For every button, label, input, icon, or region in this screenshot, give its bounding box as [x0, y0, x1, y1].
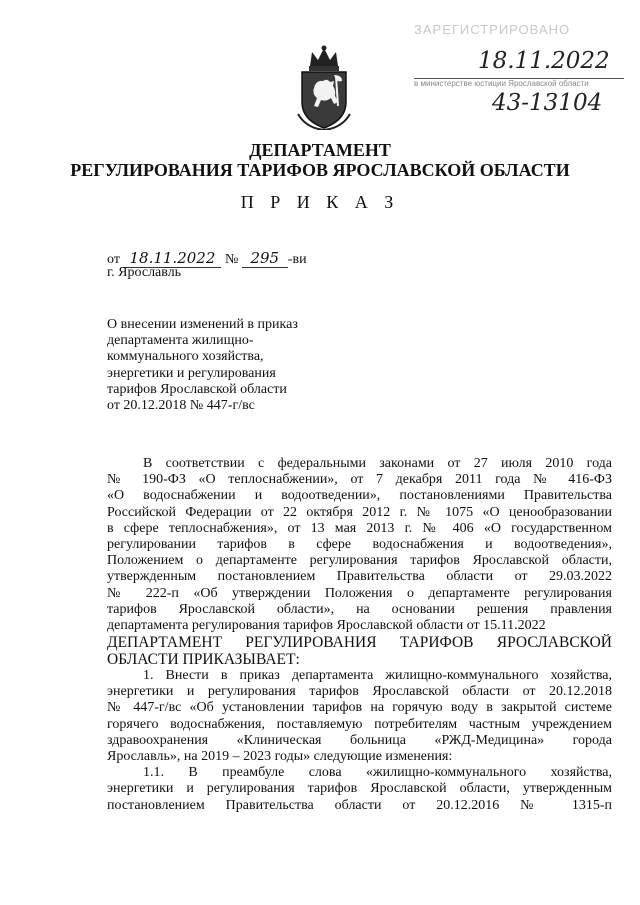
body-line: № 447-г/вс «Об установлении тарифов на горячую воду в закрытой системе [107, 700, 612, 716]
stamp-handwritten-date: 18.11.2022 [478, 48, 610, 74]
body-line: № 222-п «Об утверждении Положения о департаменте регулирования [107, 585, 612, 601]
body-line: 1.1. В преамбуле слова «жилищно-коммунального хозяйства, [143, 765, 612, 781]
body-line-caps: ДЕПАРТАМЕНТ РЕГУЛИРОВАНИЯ ТАРИФОВ ЯРОСЛАВСКОЙ [107, 634, 612, 652]
order-number-suffix: -ви [287, 252, 307, 267]
body-line: Ярославль», на 2019 – 2023 годы» следующие изменения: [107, 749, 453, 764]
coat-of-arms-emblem [292, 44, 356, 130]
body-line: утвержденным постановлением Правительства области от 29.03.2022 [107, 569, 612, 585]
body-line: горячего водоснабжения, поставляемую потребителям частным учреждением [107, 716, 612, 732]
body-line: Российской Федерации от 22 октября 2012 г. № 1075 «О ценообразовании [107, 504, 612, 520]
subject-line: О внесении изменений в приказ [107, 317, 298, 332]
body-line: «О водоснабжении и водоотведении», постановлениями Правительства [107, 488, 612, 504]
stamp-small-text: в министерстве юстиции Ярославской области [414, 79, 589, 88]
from-label: от [107, 252, 120, 267]
number-label: № [224, 252, 239, 267]
order-title: П Р И К А З [240, 192, 400, 212]
body-line: департамента регулирования тарифов Ярославской области от 15.11.2022 [107, 617, 546, 633]
stamp-header-text: ЗАРЕГИСТРИРОВАНО [414, 22, 571, 37]
registration-stamp [414, 8, 636, 118]
stamp-registration-number: 43-13104 [492, 90, 603, 116]
body-line: тарифов Ярославской области», на основании решения правления [107, 601, 612, 617]
subject-line: энергетики и регулирования [107, 365, 276, 381]
subject-line: тарифов Ярославской области [107, 381, 287, 397]
body-line: здравоохранения «Клиническая больница «РЖД-Медицина» города [107, 732, 612, 748]
department-heading-line-2: РЕГУЛИРОВАНИЯ ТАРИФОВ ЯРОСЛАВСКОЙ ОБЛАСТИ [70, 160, 570, 180]
order-date: 18.11.2022 [123, 249, 221, 268]
body-line: Положением о департаменте регулирования тарифов Ярославской области, [107, 553, 612, 569]
body-line: энергетики и регулирования тарифов Ярославской области, утвержденным [107, 781, 612, 797]
body-line: В соответствии с федеральными законами от 27 июля 2010 года [143, 456, 612, 471]
body-line: регулировании тарифов в сфере водоснабжения и водоотведения», [107, 536, 612, 552]
order-subject-block [107, 317, 347, 414]
subject-line: коммунального хозяйства, [107, 349, 264, 365]
body-line: в сфере теплоснабжения», от 13 мая 2013 г. № 406 «О государственном [107, 520, 612, 536]
body-line: энергетики и регулирования тарифов Ярославской области от 20.12.2018 [107, 684, 612, 700]
order-body-text [107, 456, 612, 814]
body-line: № 190-ФЗ «О теплоснабжении», от 7 декабря 2011 года № 416-ФЗ [107, 472, 612, 488]
body-line: 1. Внести в приказ департамента жилищно-коммунального хозяйства, [143, 668, 612, 684]
body-line-caps: ОБЛАСТИ ПРИКАЗЫВАЕТ: [107, 651, 300, 669]
department-heading-line-1: ДЕПАРТАМЕНТ [249, 140, 391, 160]
subject-line: департамента жилищно- [107, 333, 254, 349]
subject-line: от 20.12.2018 № 447-г/вс [107, 398, 255, 414]
city-label: г. Ярославль [107, 265, 182, 280]
body-line: постановлением Правительства области от 20.12.2016 № 1315-п [107, 797, 612, 813]
order-number: 295 [242, 249, 288, 268]
